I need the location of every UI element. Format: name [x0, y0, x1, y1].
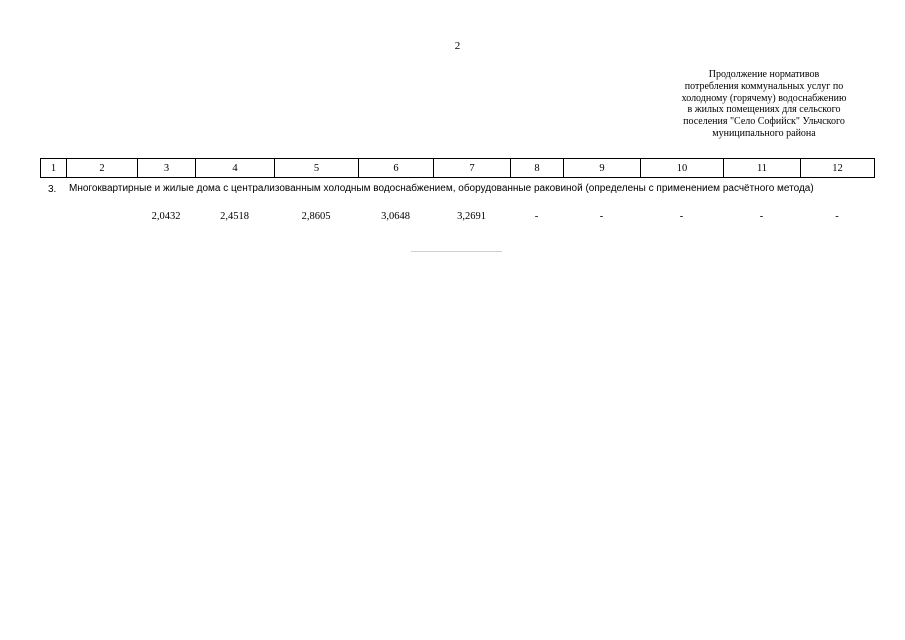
column-number-cell: 8 — [511, 159, 564, 178]
page-number: 2 — [454, 40, 461, 52]
column-number-cell: 7 — [434, 159, 511, 178]
row-description: Многоквартирные и жилые дома с централизованным холодным водоснабжением, оборудованные раковиной (определены с применением расчётного метода) — [69, 183, 814, 194]
continuation-header-line: муниципального района — [712, 127, 816, 139]
column-number-cell: 6 — [359, 159, 434, 178]
continuation-header-line: потребления коммунальных услуг по — [684, 80, 844, 92]
value-cell: 3,2691 — [457, 211, 486, 222]
end-separator-line — [411, 251, 502, 252]
value-cell: 2,4518 — [220, 211, 249, 222]
continuation-header-line: Продолжение нормативов — [708, 69, 820, 80]
column-number-cell: 2 — [67, 159, 138, 178]
value-cell: - — [759, 211, 764, 222]
column-number-cell: 12 — [801, 159, 875, 178]
column-number-cell: 11 — [724, 159, 801, 178]
value-cell: 2,0432 — [151, 211, 181, 222]
column-number-cell: 5 — [275, 159, 359, 178]
continuation-header-line: холодному (горячему) водоснабжению — [681, 92, 847, 104]
column-number-cell: 4 — [196, 159, 275, 178]
value-cell: - — [679, 211, 684, 222]
column-number-cell: 9 — [564, 159, 641, 178]
value-cell: - — [835, 211, 839, 222]
value-cell: - — [534, 211, 539, 222]
value-cell: - — [599, 211, 604, 222]
continuation-header-line: в жилых помещениях для сельского — [687, 104, 841, 116]
continuation-header — [645, 69, 883, 140]
row-values — [40, 211, 874, 225]
value-cell: 3,0648 — [381, 211, 410, 222]
column-number-row — [41, 159, 875, 178]
column-number-table — [40, 158, 875, 178]
continuation-header-line: поселения "Село Софийск" Ульчского — [683, 116, 845, 128]
column-number-cell: 10 — [641, 159, 724, 178]
column-number-cell: 3 — [138, 159, 196, 178]
row-index: 3. — [48, 184, 57, 195]
value-cell: 2,8605 — [301, 211, 331, 222]
column-number-cell: 1 — [41, 159, 67, 178]
